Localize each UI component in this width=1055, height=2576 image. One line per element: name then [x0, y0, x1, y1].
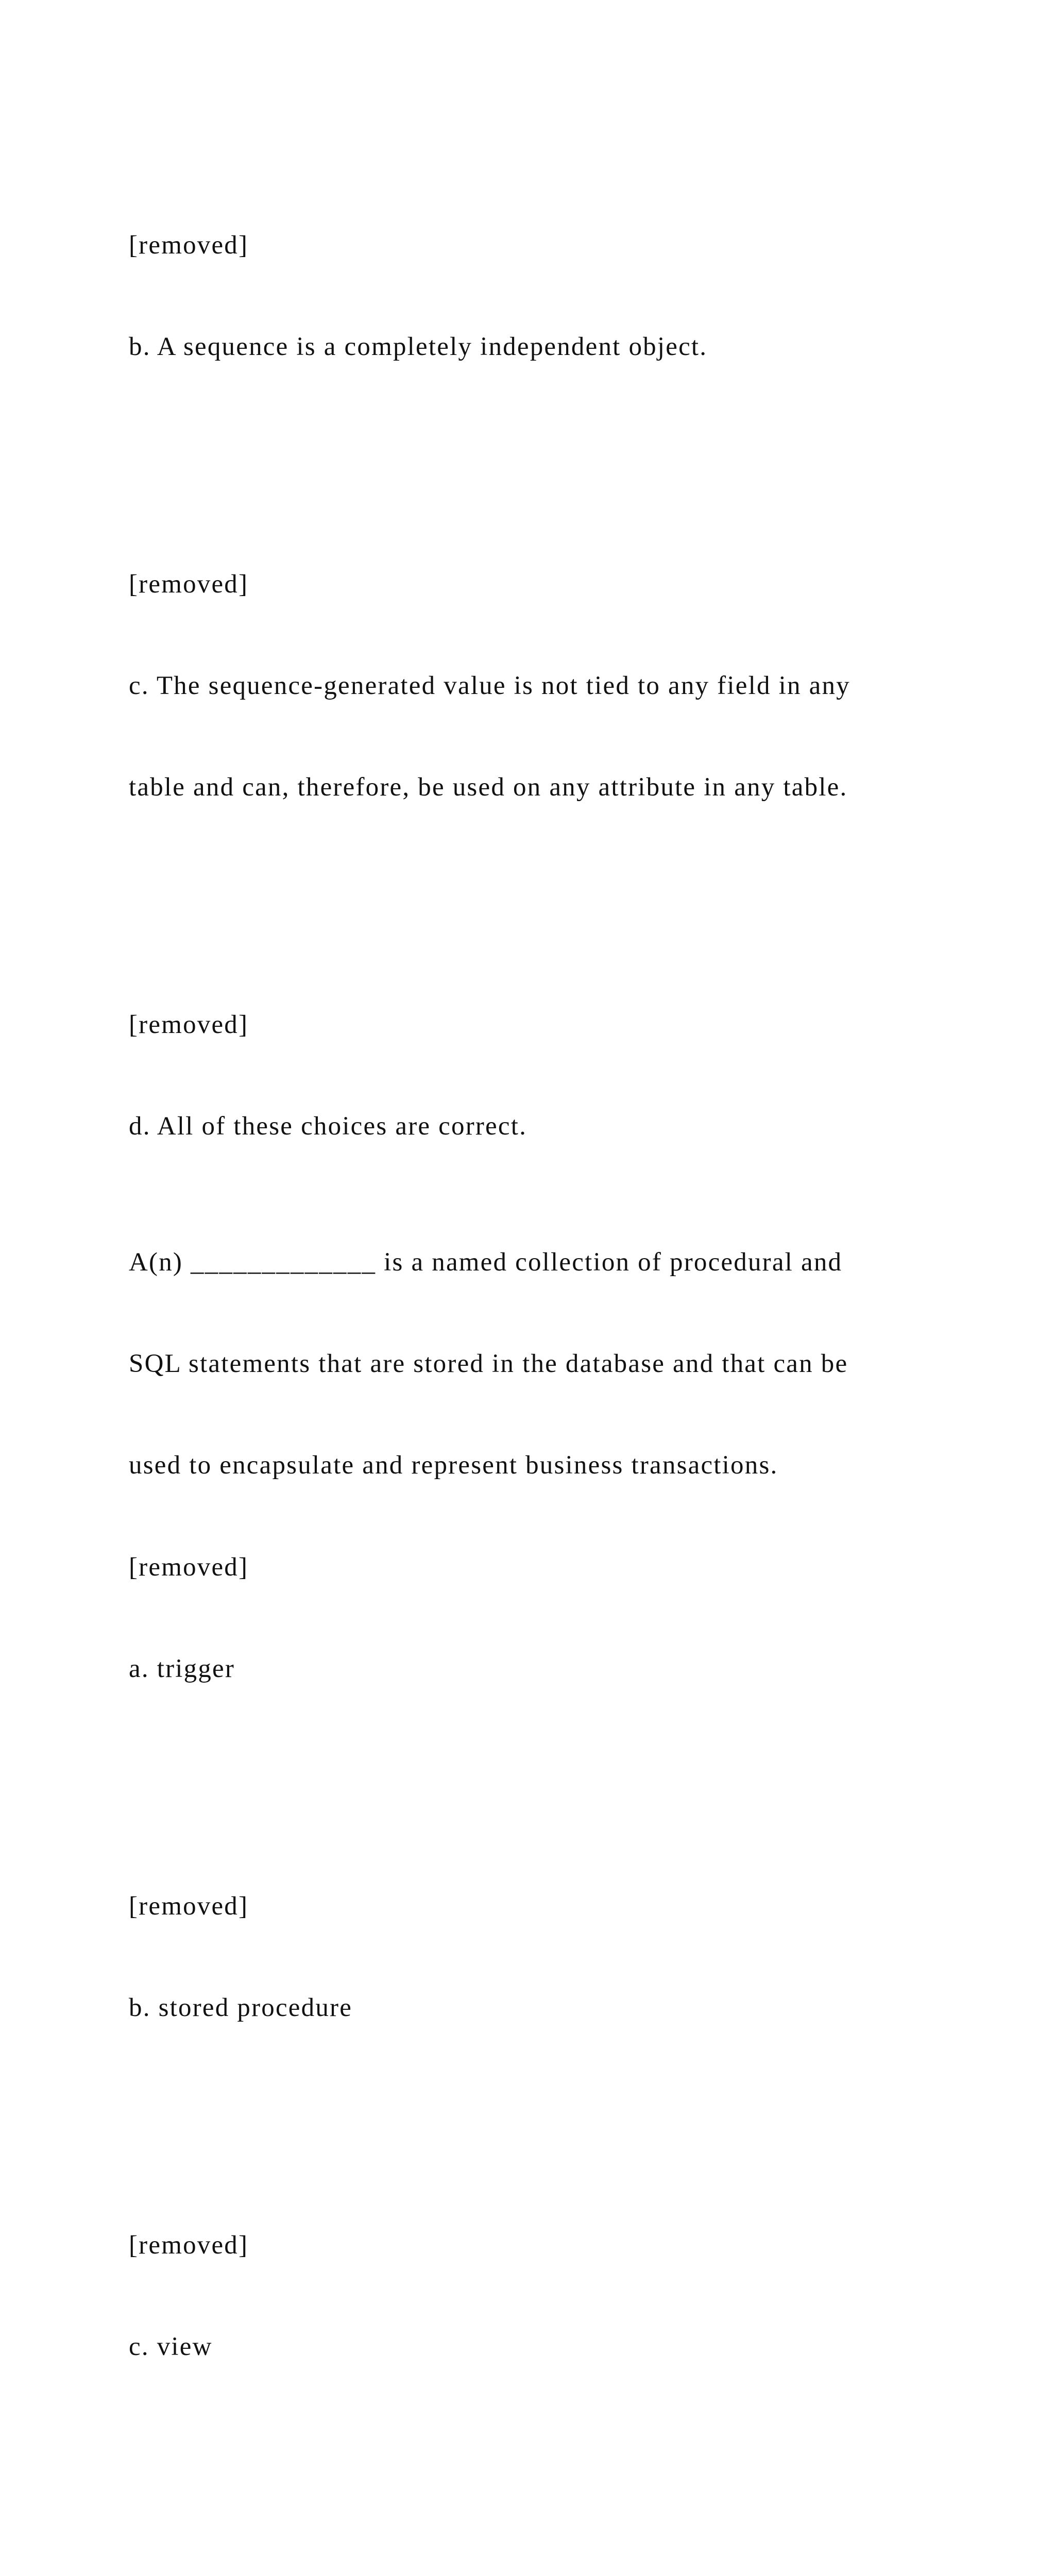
question-procedure-line-3: used to encapsulate and represent business transactions. — [129, 1451, 778, 1480]
removed-marker: [removed] — [129, 1891, 249, 1921]
option-d-sequence: d. All of these choices are correct. — [129, 1112, 528, 1141]
option-b-stored-procedure: b. stored procedure — [129, 1993, 353, 2023]
removed-marker: [removed] — [129, 230, 249, 260]
question-procedure-line-1: A(n) _____________ is a named collection of procedural and — [129, 1247, 843, 1277]
option-b-sequence: b. A sequence is a completely independent object. — [129, 332, 708, 361]
blank-line — [129, 2093, 1005, 2127]
option-c-sequence-line-2: table and can, therefore, be used on any attribute in any table. — [129, 773, 848, 802]
blank-line — [129, 2432, 1005, 2466]
document-text — [129, 161, 1005, 2576]
blank-line — [129, 2534, 1005, 2568]
removed-marker: [removed] — [129, 569, 249, 599]
blank-line — [129, 1754, 1005, 1788]
blank-line — [129, 873, 1005, 907]
removed-marker: [removed] — [129, 1010, 249, 1039]
option-a-trigger: a. trigger — [129, 1654, 235, 1684]
removed-marker: [removed] — [129, 2230, 249, 2260]
blank-line — [129, 432, 1005, 466]
question-procedure-line-2: SQL statements that are stored in the database and that can be — [129, 1349, 848, 1378]
option-c-view: c. view — [129, 2332, 213, 2361]
removed-marker: [removed] — [129, 1552, 249, 1582]
option-c-sequence-line-1: c. The sequence-generated value is not tied to any field in any — [129, 671, 850, 700]
